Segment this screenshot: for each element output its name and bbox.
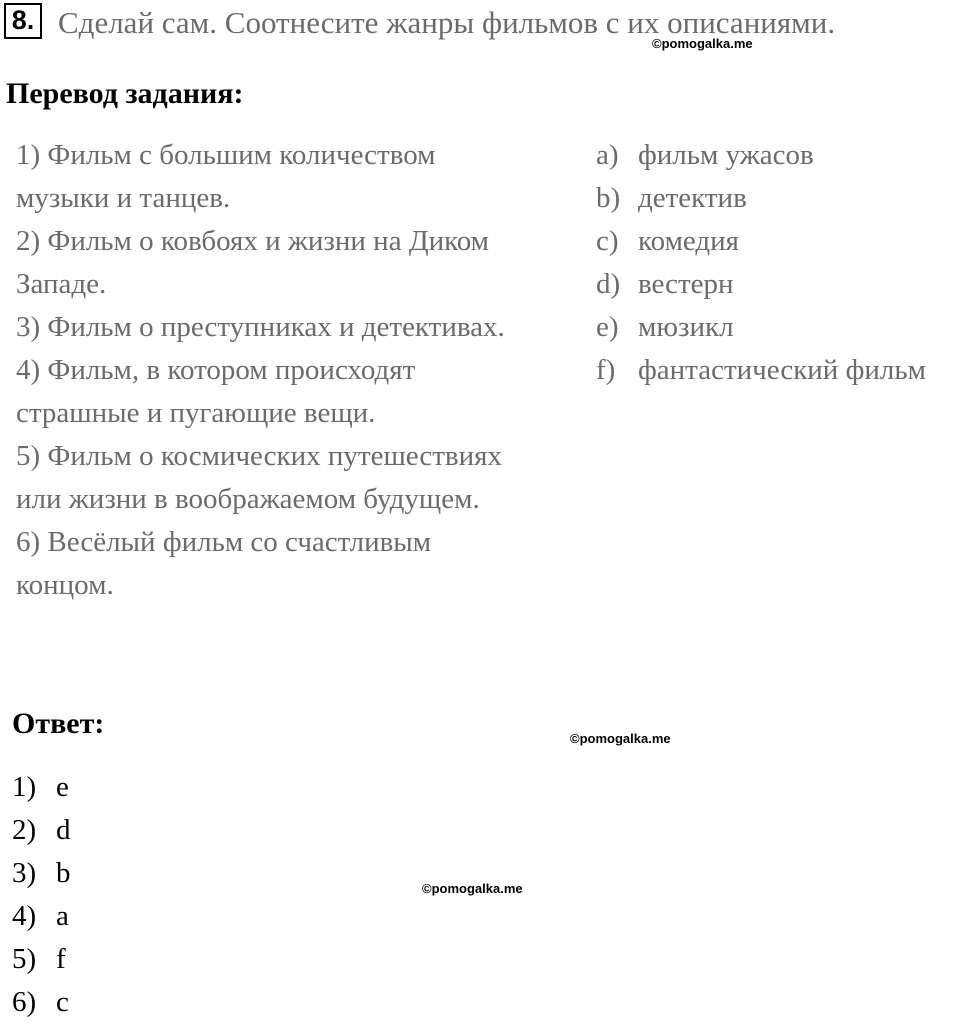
genre-item bbox=[596, 177, 960, 220]
answer-letter: c bbox=[56, 986, 69, 1018]
description-item: 4) Фильм, в котором происходят страшные и пугающие вещи. bbox=[16, 354, 416, 429]
watermark-middle: ©pomogalka.me bbox=[570, 731, 671, 746]
genre-letter: e) bbox=[596, 311, 619, 343]
genre-text: вестерн bbox=[638, 268, 734, 300]
genre-text: мюзикл bbox=[638, 311, 734, 343]
watermark-top: ©pomogalka.me bbox=[652, 36, 753, 51]
description-item: 1) Фильм с большим количеством музыки и танцев. bbox=[16, 139, 436, 214]
watermark-bottom: ©pomogalka.me bbox=[422, 881, 523, 896]
answer-letter: b bbox=[56, 857, 71, 889]
task-number: 8. bbox=[4, 3, 42, 39]
answer-item bbox=[12, 766, 71, 809]
answer-item bbox=[12, 938, 71, 981]
description-item: 5) Фильм о космических путешествиях или жизни в воображаемом будущем. bbox=[16, 440, 502, 515]
answer-item bbox=[12, 981, 71, 1024]
answer-number: 4) bbox=[12, 900, 37, 932]
answer-number: 5) bbox=[12, 943, 37, 975]
genre-letter: d) bbox=[596, 268, 621, 300]
genre-item bbox=[596, 220, 960, 263]
genre-text: фильм ужасов bbox=[638, 139, 814, 171]
answer-number: 3) bbox=[12, 857, 37, 889]
answers-list bbox=[12, 766, 71, 1024]
answer-letter: e bbox=[56, 771, 69, 803]
descriptions-list bbox=[16, 134, 536, 607]
translation-heading: Перевод задания: bbox=[6, 77, 244, 110]
genre-letter: c) bbox=[596, 225, 619, 257]
genre-item bbox=[596, 349, 960, 392]
answer-heading: Ответ: bbox=[12, 707, 105, 740]
answer-item bbox=[12, 809, 71, 852]
answer-number: 2) bbox=[12, 814, 37, 846]
genre-letter: b) bbox=[596, 182, 621, 214]
description-item: 2) Фильм о ковбоях и жизни на Диком Западе. bbox=[16, 225, 490, 300]
genre-letter: f) bbox=[596, 354, 616, 386]
description-item: 3) Фильм о преступниках и детективах. bbox=[16, 311, 505, 343]
answer-letter: f bbox=[56, 943, 66, 975]
genre-text: комедия bbox=[638, 225, 740, 257]
genres-list bbox=[596, 134, 960, 392]
genre-text: фантастический фильм bbox=[638, 354, 926, 386]
genre-item bbox=[596, 306, 960, 349]
answer-letter: d bbox=[56, 814, 71, 846]
answer-item bbox=[12, 895, 71, 938]
answer-letter: a bbox=[56, 900, 69, 932]
genre-item bbox=[596, 134, 960, 177]
answer-number: 1) bbox=[12, 771, 37, 803]
genre-letter: a) bbox=[596, 139, 619, 171]
description-item: 6) Весёлый фильм со счастливым концом. bbox=[16, 526, 432, 601]
task-title: Сделай сам. Соотнесите жанры фильмов с их описаниями. bbox=[58, 5, 836, 40]
answer-number: 6) bbox=[12, 986, 37, 1018]
genre-item bbox=[596, 263, 960, 306]
genre-text: детектив bbox=[638, 182, 747, 214]
answer-item bbox=[12, 852, 71, 895]
